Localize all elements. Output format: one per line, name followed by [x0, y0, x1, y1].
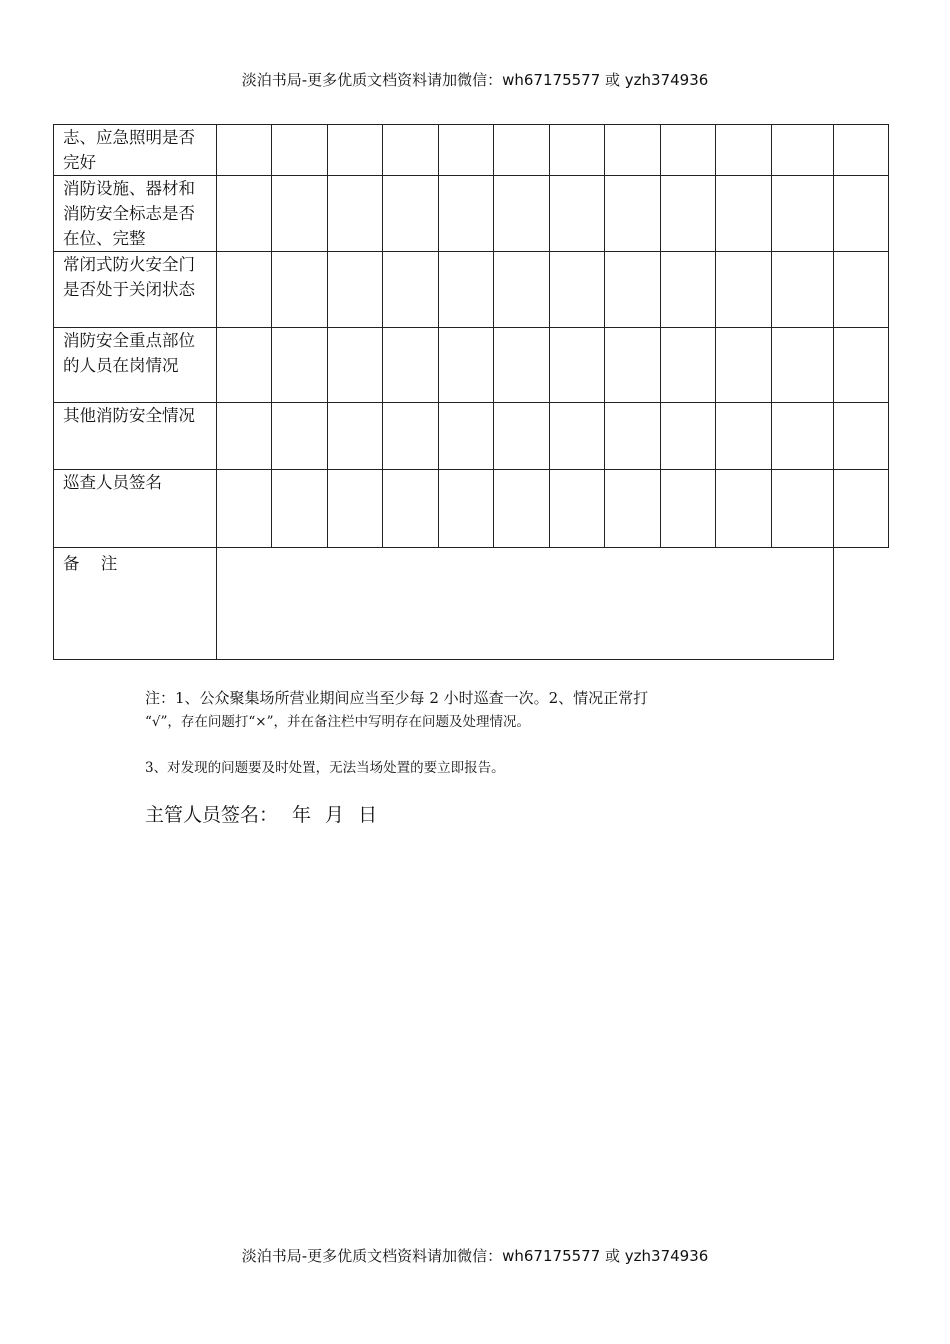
row-label: 常闭式防火安全门是否处于关闭状态 [54, 252, 217, 328]
check-cell[interactable] [661, 470, 716, 548]
table-row [54, 403, 889, 470]
check-cell[interactable] [383, 470, 439, 548]
check-cell[interactable] [550, 470, 605, 548]
check-cell[interactable] [217, 470, 272, 548]
supervisor-signature-line [145, 802, 825, 828]
remark-label: 备 注 [63, 554, 126, 573]
check-cell[interactable] [217, 252, 272, 328]
supervisor-signature-label: 主管人员签名： [145, 804, 279, 826]
check-cell[interactable] [772, 176, 834, 252]
check-cell[interactable] [217, 125, 272, 176]
check-cell[interactable] [661, 252, 716, 328]
row-label: 志、应急照明是否完好 [54, 125, 217, 176]
check-cell[interactable] [550, 252, 605, 328]
check-cell[interactable] [439, 252, 494, 328]
check-cell[interactable] [834, 470, 889, 548]
check-cell[interactable] [439, 176, 494, 252]
check-cell[interactable] [272, 470, 328, 548]
check-cell[interactable] [772, 403, 834, 470]
check-cell[interactable] [383, 176, 439, 252]
remark-label-cell [54, 548, 217, 660]
check-cell[interactable] [716, 328, 772, 403]
check-cell[interactable] [550, 403, 605, 470]
table-row [54, 252, 889, 328]
check-cell[interactable] [217, 403, 272, 470]
check-cell[interactable] [383, 328, 439, 403]
check-cell[interactable] [550, 125, 605, 176]
check-cell[interactable] [661, 176, 716, 252]
check-cell[interactable] [605, 125, 661, 176]
check-cell[interactable] [494, 403, 550, 470]
check-cell[interactable] [772, 470, 834, 548]
check-cell[interactable] [383, 252, 439, 328]
check-cell[interactable] [272, 403, 328, 470]
check-cell[interactable] [716, 403, 772, 470]
check-cell[interactable] [328, 328, 383, 403]
check-cell[interactable] [328, 403, 383, 470]
signature-date-label: 年 月 日 [292, 804, 378, 826]
check-cell[interactable] [716, 470, 772, 548]
check-cell[interactable] [661, 403, 716, 470]
table-row [54, 125, 889, 176]
check-cell[interactable] [716, 125, 772, 176]
remark-content-cell[interactable] [217, 548, 834, 660]
check-cell[interactable] [494, 470, 550, 548]
check-cell[interactable] [439, 470, 494, 548]
patrol-record-table [53, 124, 889, 660]
note-1-line-2: “√”，存在问题打“×”，并在备注栏中写明存在问题及处理情况。 [145, 714, 531, 730]
check-cell[interactable] [272, 176, 328, 252]
check-cell[interactable] [328, 252, 383, 328]
note-1 [145, 686, 825, 734]
row-label: 其他消防安全情况 [54, 403, 217, 470]
check-cell[interactable] [383, 125, 439, 176]
row-label: 消防设施、器材和消防安全标志是否在位、完整 [54, 176, 217, 252]
check-cell[interactable] [217, 328, 272, 403]
table-row [54, 470, 889, 548]
row-label: 消防安全重点部位的人员在岗情况 [54, 328, 217, 403]
check-cell[interactable] [605, 252, 661, 328]
note-1-line-1: 注：1、公众聚集场所营业期间应当至少每 2 小时巡查一次。2、情况正常打 [145, 689, 649, 707]
check-cell[interactable] [439, 328, 494, 403]
page-footer: 淡泊书局-更多优质文档资料请加微信：wh67175577 或 yzh374936 [241, 1247, 709, 1265]
check-cell[interactable] [550, 328, 605, 403]
check-cell[interactable] [494, 125, 550, 176]
row-label: 巡查人员签名 [54, 470, 217, 548]
check-cell[interactable] [661, 328, 716, 403]
check-cell[interactable] [328, 125, 383, 176]
check-cell[interactable] [494, 176, 550, 252]
check-cell[interactable] [716, 252, 772, 328]
check-cell[interactable] [834, 252, 889, 328]
check-cell[interactable] [605, 470, 661, 548]
check-cell[interactable] [272, 252, 328, 328]
check-cell[interactable] [494, 252, 550, 328]
check-cell[interactable] [834, 125, 889, 176]
page-header: 淡泊书局-更多优质文档资料请加微信：wh67175577 或 yzh374936 [241, 71, 709, 89]
check-cell[interactable] [834, 328, 889, 403]
table-row [54, 176, 889, 252]
remark-row [54, 548, 889, 660]
check-cell[interactable] [272, 328, 328, 403]
check-cell[interactable] [550, 176, 605, 252]
check-cell[interactable] [328, 176, 383, 252]
check-cell[interactable] [494, 328, 550, 403]
check-cell[interactable] [834, 403, 889, 470]
check-cell[interactable] [661, 125, 716, 176]
check-cell[interactable] [772, 252, 834, 328]
check-cell[interactable] [834, 176, 889, 252]
table-row [54, 328, 889, 403]
note-3: 3、对发现的问题要及时处置，无法当场处置的要立即报告。 [145, 760, 505, 776]
check-cell[interactable] [605, 176, 661, 252]
check-cell[interactable] [439, 403, 494, 470]
check-cell[interactable] [439, 125, 494, 176]
check-cell[interactable] [328, 470, 383, 548]
check-cell[interactable] [772, 125, 834, 176]
check-cell[interactable] [272, 125, 328, 176]
check-cell[interactable] [605, 328, 661, 403]
check-cell[interactable] [716, 176, 772, 252]
empty-cell [834, 548, 889, 660]
check-cell[interactable] [383, 403, 439, 470]
check-cell[interactable] [217, 176, 272, 252]
check-cell[interactable] [605, 403, 661, 470]
check-cell[interactable] [772, 328, 834, 403]
